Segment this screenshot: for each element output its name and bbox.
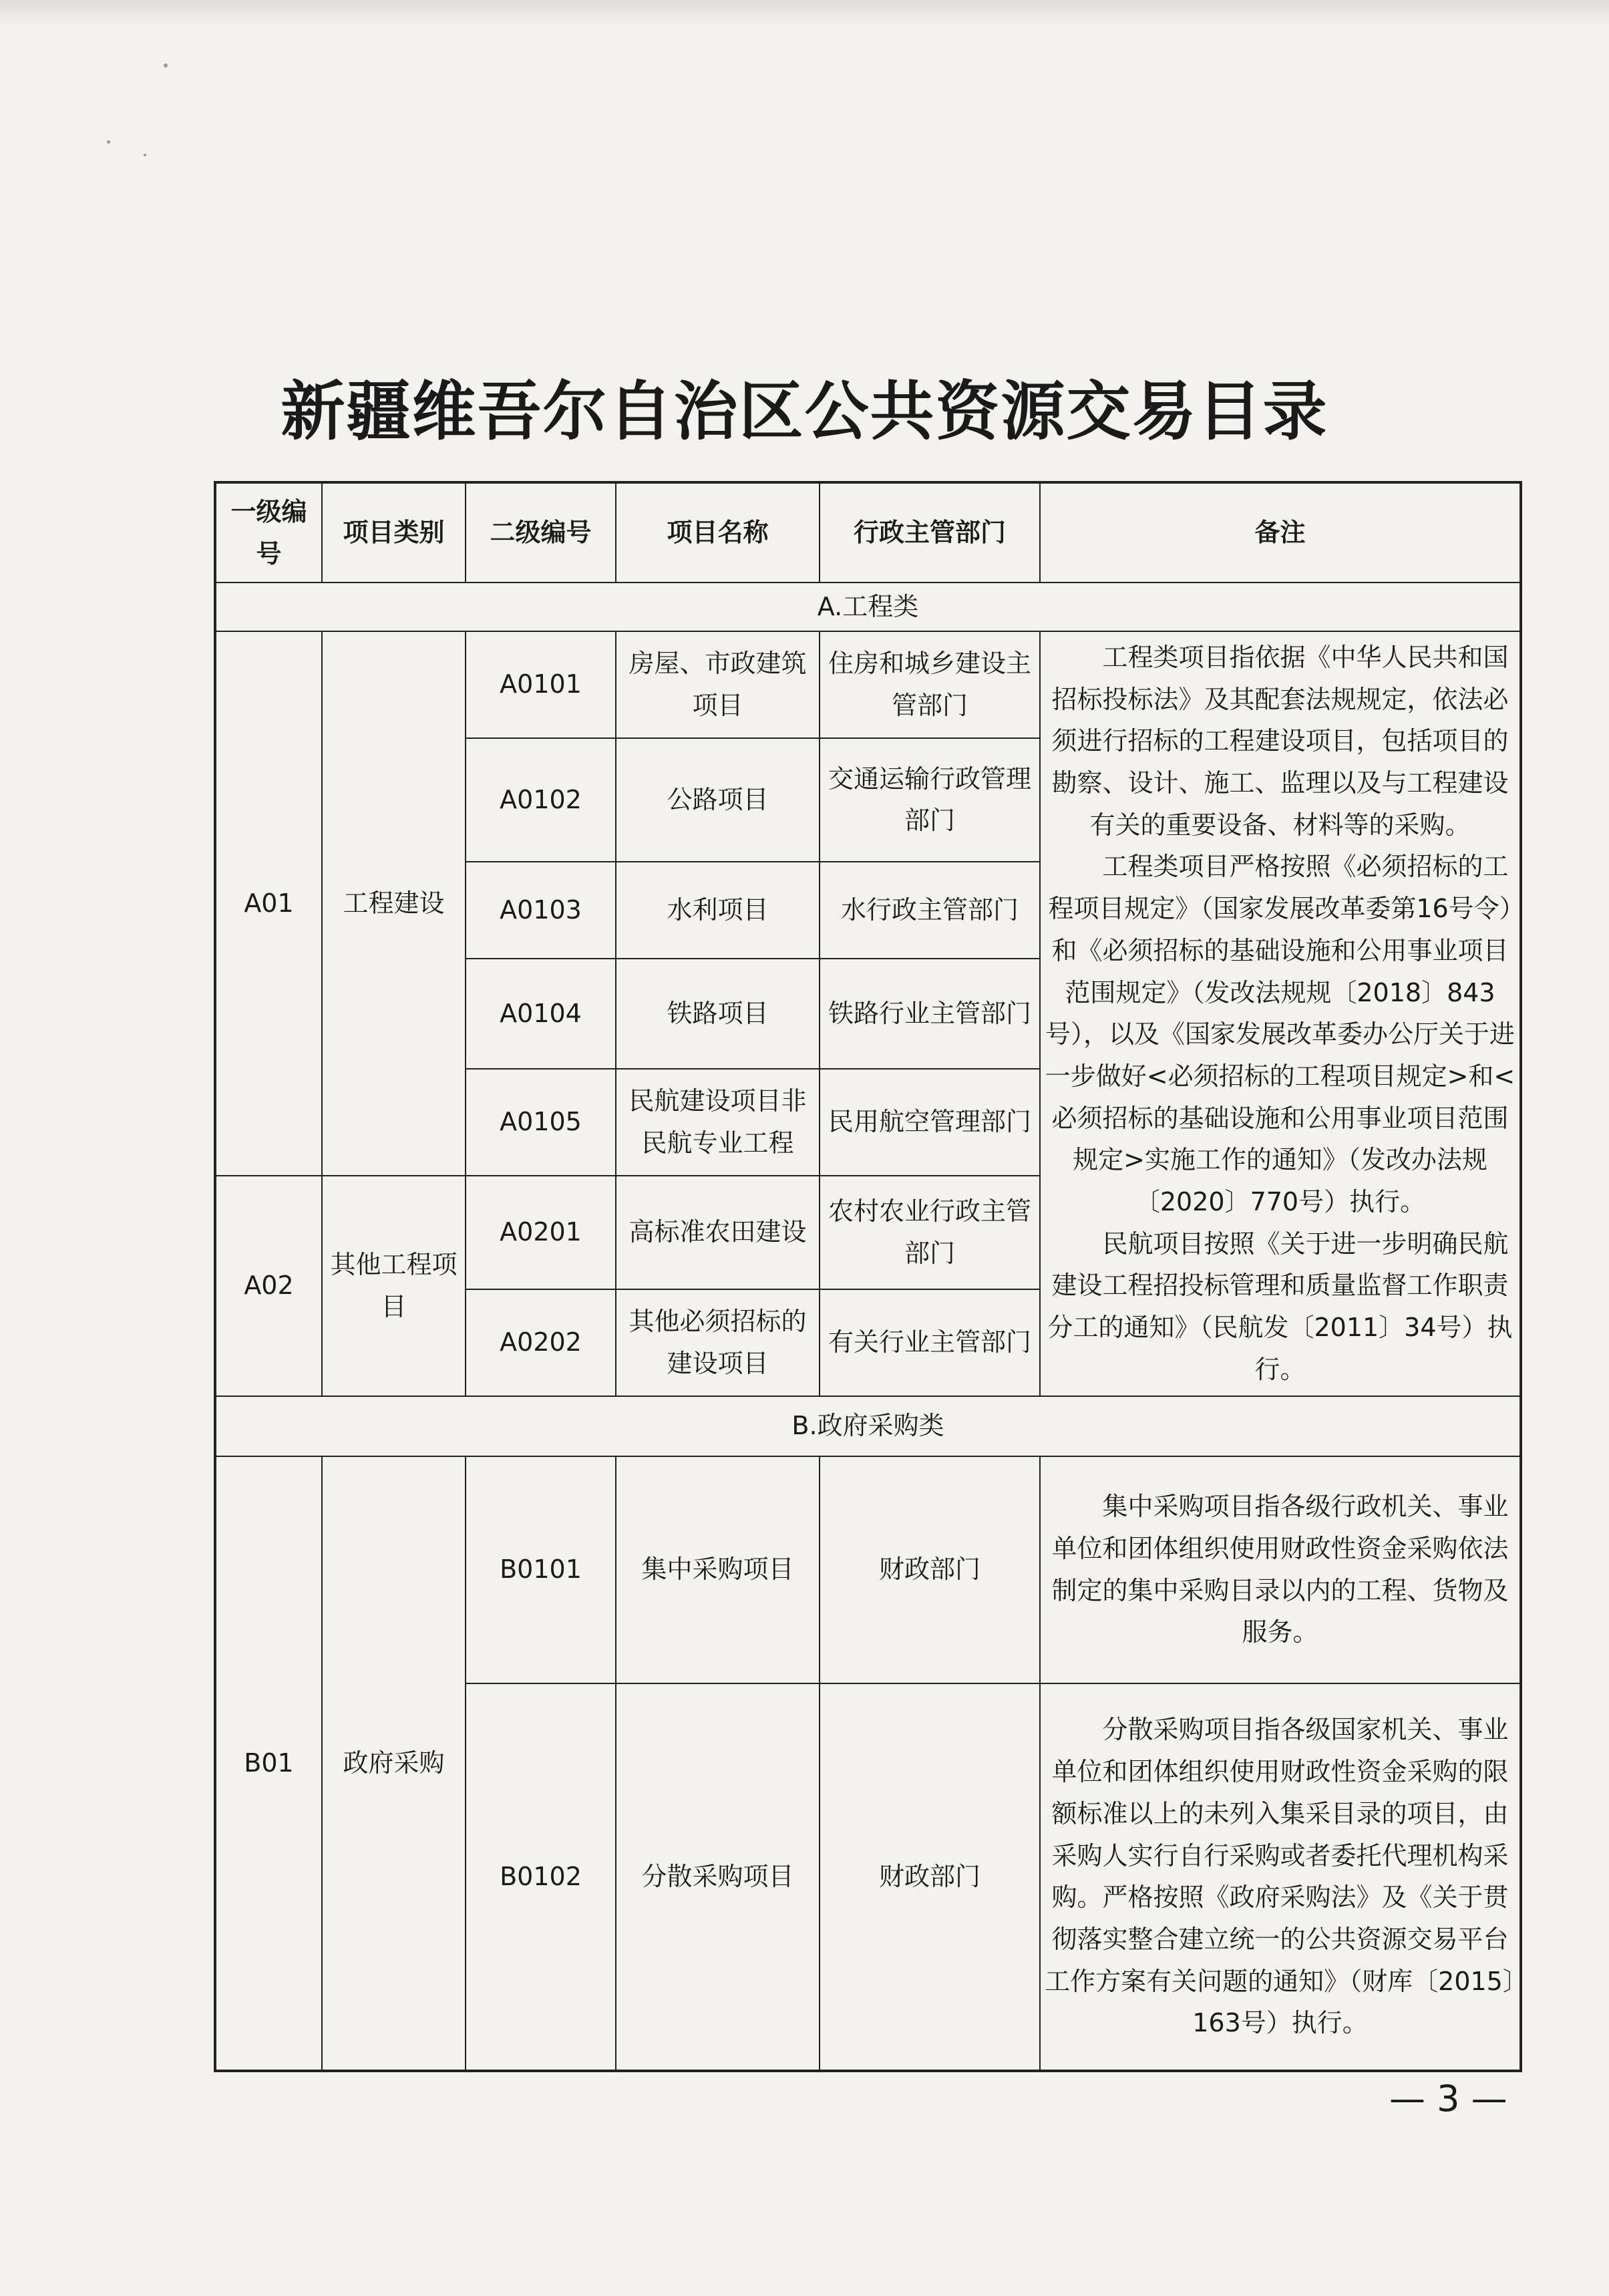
admin-dept: 水行政主管部门: [820, 862, 1040, 959]
admin-dept: 铁路行业主管部门: [820, 959, 1040, 1069]
level1-code: A02: [215, 1176, 322, 1396]
level1-code: A01: [215, 631, 322, 1176]
header-admin-dept: 行政主管部门: [820, 482, 1040, 583]
admin-dept: 农村农业行政主管部门: [820, 1176, 1040, 1289]
scan-speck: [144, 154, 146, 156]
project-category: 政府采购: [322, 1456, 466, 2071]
header-level1-code: 一级编号: [215, 482, 322, 583]
remark-paragraph: 工程类项目指依据《中华人民共和国招标投标法》及其配套法规规定，依法必须进行招标的工程建设项目，包括项目的勘察、设计、施工、监理以及与工程建设有关的重要设备、材料等的采购。: [1051, 643, 1509, 840]
remarks-decentralized: 分散采购项目指各级国家机关、事业单位和团体组织使用财政性资金采购的限额标准以上的未列入集采目录的项目，由采购人实行自行采购或者委托代理机构采购。严格按照《政府采购法》及《关于贯彻落实整合建立统一的公共资源交易平台工作方案有关问题的通知》（财库〔2015〕163号）执行。: [1040, 1683, 1521, 2071]
header-project-name: 项目名称: [616, 482, 820, 583]
admin-dept: 民用航空管理部门: [820, 1069, 1040, 1176]
level2-code: A0201: [466, 1176, 616, 1289]
admin-dept: 财政部门: [820, 1683, 1040, 2071]
admin-dept: 财政部门: [820, 1456, 1040, 1683]
project-name: 高标准农田建设: [616, 1176, 820, 1289]
table-row: [215, 631, 1521, 738]
header-level2-code: 二级编号: [466, 482, 616, 583]
level1-code: B01: [215, 1456, 322, 2071]
section-procurement: B.政府采购类: [215, 1396, 1521, 1456]
resource-catalog-table: [214, 481, 1522, 2072]
project-category: 工程建设: [322, 631, 466, 1176]
level2-code: A0103: [466, 862, 616, 959]
section-row: [215, 1396, 1521, 1456]
header-category: 项目类别: [322, 482, 466, 583]
admin-dept: 有关行业主管部门: [820, 1289, 1040, 1396]
level2-code: A0105: [466, 1069, 616, 1176]
remarks-engineering: [1040, 631, 1521, 1396]
project-category: 其他工程项目: [322, 1176, 466, 1396]
section-row: [215, 583, 1521, 631]
remark-paragraph: 工程类项目严格按照《必须招标的工程项目规定》（国家发展改革委第16号令）和《必须招标的基础设施和公用事业项目范围规定》（发改法规规〔2018〕843号），以及《国家发展改革委办公厅关于进一步做好<必须招标的工程项目规定>和<必须招标的基础设施和公用事业项目范围规定>实施工作的通知》（发改办法规〔2020〕770号）执行。: [1045, 852, 1515, 1216]
project-name: 其他必须招标的建设项目: [616, 1289, 820, 1396]
section-engineering: A.工程类: [215, 583, 1521, 631]
project-name: 集中采购项目: [616, 1456, 820, 1683]
level2-code: B0101: [466, 1456, 616, 1683]
header-remarks: 备注: [1040, 482, 1521, 583]
remark-paragraph: 民航项目按照《关于进一步明确民航建设工程招投标管理和质量监督工作职责分工的通知》（民航发〔2011〕34号）执行。: [1047, 1228, 1513, 1384]
table-row: [215, 1456, 1521, 1683]
page-number: — 3 —: [1389, 2078, 1507, 2120]
project-name: 房屋、市政建筑项目: [616, 631, 820, 738]
project-name: 铁路项目: [616, 959, 820, 1069]
remarks-centralized: 集中采购项目指各级行政机关、事业单位和团体组织使用财政性资金采购依法制定的集中采购目录以内的工程、货物及服务。: [1040, 1456, 1521, 1683]
level2-code: A0104: [466, 959, 616, 1069]
admin-dept: 住房和城乡建设主管部门: [820, 631, 1040, 738]
admin-dept: 交通运输行政管理部门: [820, 738, 1040, 862]
project-name: 公路项目: [616, 738, 820, 862]
project-name: 水利项目: [616, 862, 820, 959]
document-title: 新疆维吾尔自治区公共资源交易目录: [281, 374, 1328, 449]
scan-speck: [107, 140, 110, 144]
level2-code: A0102: [466, 738, 616, 862]
level2-code: B0102: [466, 1683, 616, 2071]
project-name: 民航建设项目非民航专业工程: [616, 1069, 820, 1176]
table-header-row: [215, 482, 1521, 583]
project-name: 分散采购项目: [616, 1683, 820, 2071]
scan-speck: [164, 63, 168, 67]
level2-code: A0101: [466, 631, 616, 738]
level2-code: A0202: [466, 1289, 616, 1396]
scan-edge: [0, 0, 1609, 27]
